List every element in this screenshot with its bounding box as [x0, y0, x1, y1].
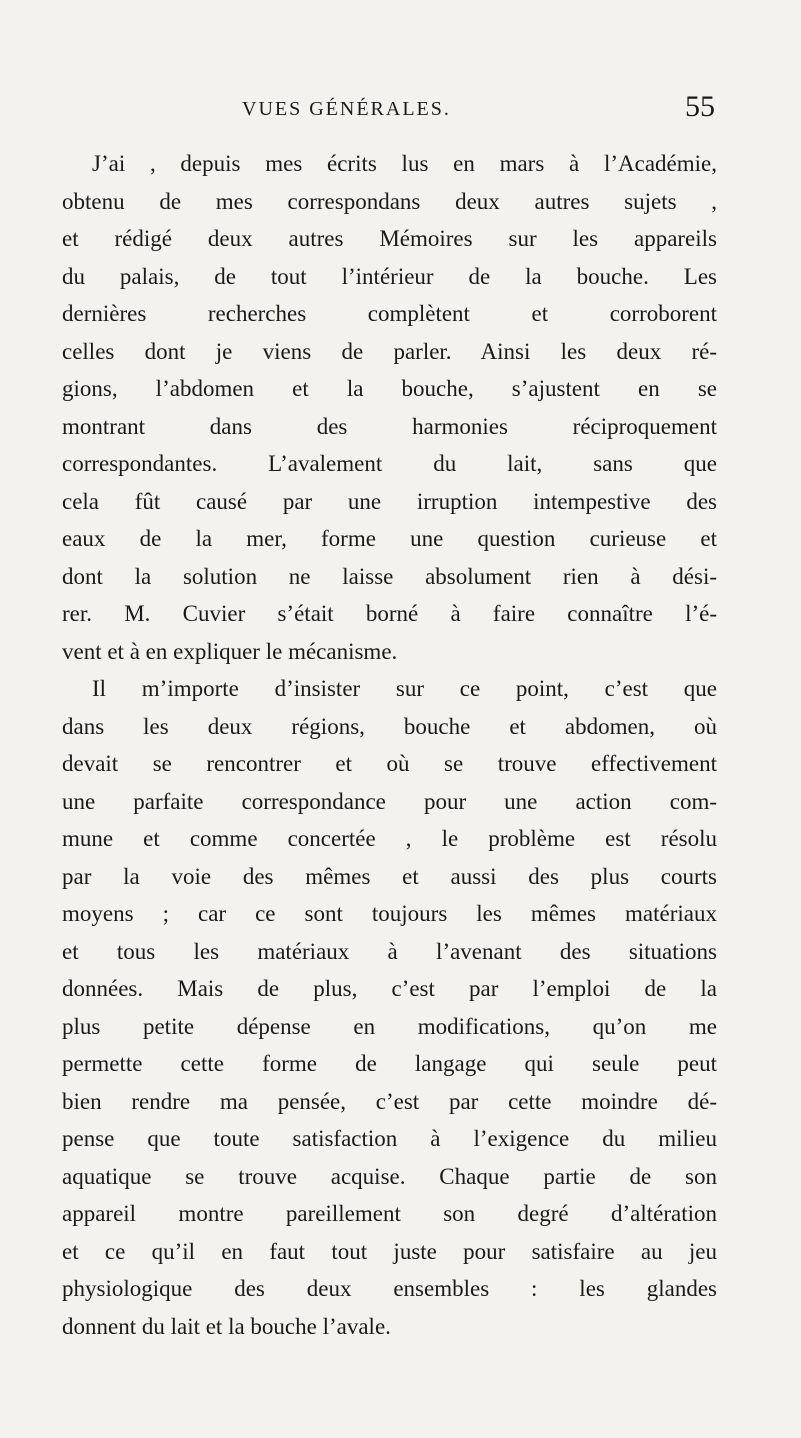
text-line: bien rendre ma pensée, c’est par cette moindre dé- — [62, 1088, 717, 1114]
text-line: gions, l’abdomen et la bouche, s’ajustent en se — [62, 376, 717, 401]
text-line: données. Mais de plus, c’est par l’emploi de la — [62, 976, 717, 1001]
text-line: une parfaite correspondance pour une action com- — [62, 788, 717, 814]
text-line: celles dont je viens de parler. Ainsi les deux ré- — [62, 338, 717, 364]
text-line: plus petite dépense en modifications, qu’on me — [62, 1013, 717, 1039]
text-line: mune et comme concertée , le problème est résolu — [62, 826, 717, 851]
text-line: appareil montre pareillement son degré d’altération — [62, 1201, 717, 1226]
text-line: obtenu de mes correspondans deux autres sujets , — [62, 188, 717, 214]
text-line: dans les deux régions, bouche et abdomen, où — [62, 713, 717, 739]
text-line: et tous les matériaux à l’avenant des situations — [62, 938, 717, 964]
text-line: permette cette forme de langage qui seule peut — [62, 1051, 717, 1076]
text-line: et rédigé deux autres Mémoires sur les appareils — [62, 226, 717, 251]
text-line: physiologique des deux ensembles : les glandes — [62, 1276, 717, 1301]
text-line: vent et à en expliquer le mécanisme. — [62, 638, 398, 664]
text-line: eaux de la mer, forme une question curieuse et — [62, 526, 717, 551]
text-line: par la voie des mêmes et aussi des plus courts — [62, 863, 717, 889]
text-line: donnent du lait et la bouche l’avale. — [62, 1313, 391, 1339]
page-number: 55 — [685, 90, 715, 123]
text-line: moyens ; car ce sont toujours les mêmes matériaux — [62, 901, 717, 926]
running-head: VUES GÉNÉRALES. — [242, 98, 451, 120]
text-line: pense que toute satisfaction à l’exigence du milieu — [62, 1126, 717, 1151]
body-text — [62, 145, 717, 1345]
text-line: et ce qu’il en faut tout juste pour satisfaire au jeu — [62, 1238, 717, 1264]
text-line: devait se rencontrer et où se trouve effectivement — [62, 751, 717, 776]
text-line: cela fût causé par une irruption intempestive des — [62, 488, 717, 514]
text-line: du palais, de tout l’intérieur de la bouche. Les — [62, 263, 717, 289]
text-line: J’ai , depuis mes écrits lus en mars à l’Académie, — [92, 151, 717, 176]
page-header — [60, 90, 760, 130]
text-line: correspondantes. L’avalement du lait, sans que — [62, 451, 717, 476]
text-line: rer. M. Cuvier s’était borné à faire connaître l’é- — [62, 601, 717, 626]
text-line: aquatique se trouve acquise. Chaque partie de son — [62, 1163, 717, 1189]
text-line: dernières recherches complètent et corroborent — [62, 301, 717, 326]
text-line: montrant dans des harmonies réciproquement — [62, 413, 717, 439]
text-line: Il m’importe d’insister sur ce point, c’est que — [92, 676, 717, 701]
text-line: dont la solution ne laisse absolument rien à dési- — [62, 563, 717, 589]
